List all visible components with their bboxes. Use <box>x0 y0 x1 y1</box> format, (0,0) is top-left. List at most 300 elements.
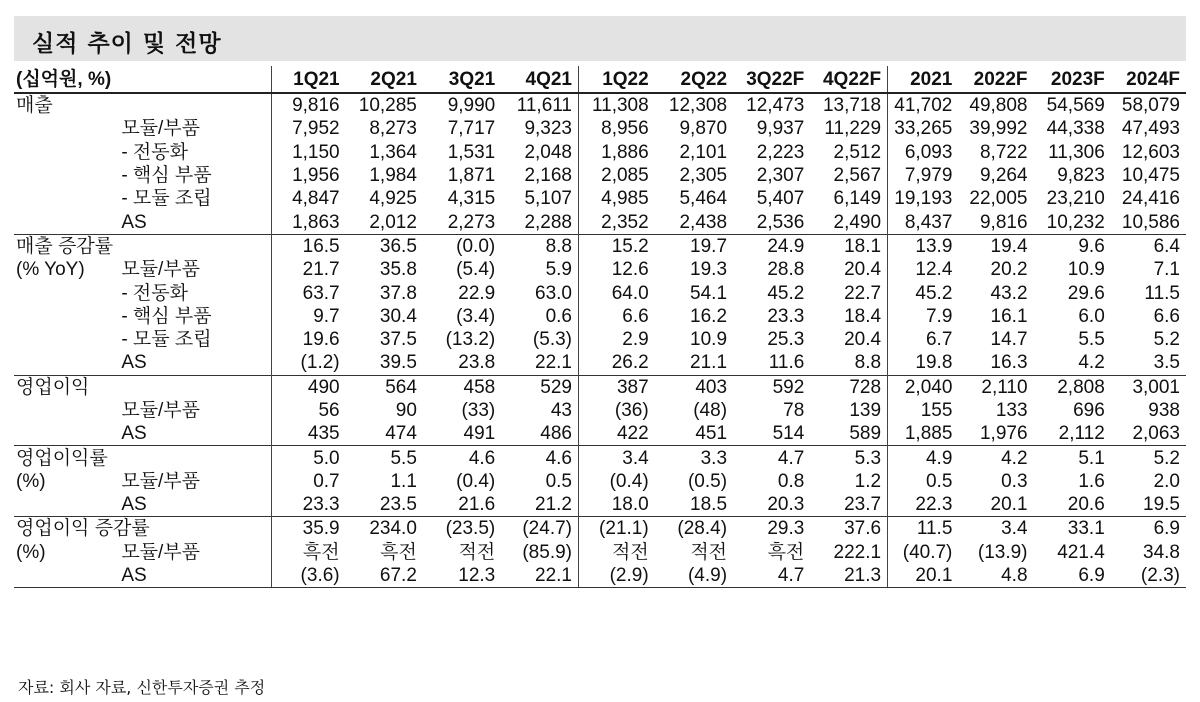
table-cell: 6.7 <box>888 328 959 351</box>
row-sublabel: AS <box>121 564 271 588</box>
table-cell: 3.5 <box>1153 352 1180 374</box>
table-cell: 2,012 <box>369 211 417 233</box>
table-cell: 63.0 <box>535 282 572 304</box>
table-row <box>14 258 1186 281</box>
table-cell: 9,937 <box>756 118 805 140</box>
table-cell: 21.7 <box>272 258 346 281</box>
table-cell: 흑전 <box>767 541 805 563</box>
table-cell: 2,352 <box>579 210 655 234</box>
row-label <box>14 281 121 304</box>
title-bar <box>14 16 1186 61</box>
table-cell: 37.5 <box>379 329 417 351</box>
table-cell: 8,722 <box>979 141 1028 163</box>
table-cell: 5.2 <box>1153 329 1180 351</box>
table-cell: 20.1 <box>990 494 1028 516</box>
table-cell: 1.2 <box>854 470 882 492</box>
table-cell: 흑전 <box>380 541 417 563</box>
row-sublabel: 모듈/부품 <box>121 400 201 421</box>
row-sublabel: - 핵심 부품 <box>121 165 212 187</box>
table-cell: 3,001 <box>1111 375 1186 399</box>
table-cell: 2,040 <box>888 375 959 399</box>
table-cell: (2.9) <box>579 564 655 588</box>
table-cell: 18.5 <box>690 494 728 516</box>
table-cell: 23.8 <box>458 352 496 374</box>
column-header: 4Q22F <box>810 66 887 93</box>
table-cell: 2,048 <box>524 141 572 163</box>
row-label <box>14 564 121 588</box>
row-sublabel: AS <box>121 211 147 233</box>
table-cell: 403 <box>655 375 733 399</box>
table-cell: 5.3 <box>810 446 887 470</box>
table-cell: 11,611 <box>516 95 572 117</box>
row-sublabel: AS <box>121 352 147 374</box>
table-cell: 491 <box>463 423 496 445</box>
table-cell: 12,473 <box>746 95 805 117</box>
table-cell: 90 <box>395 400 417 421</box>
table-cell: 19.4 <box>958 234 1033 258</box>
column-header: 2023F <box>1034 66 1111 93</box>
table-cell: 22.1 <box>535 352 572 374</box>
table-cell: 23.3 <box>272 493 346 517</box>
row-sublabel: 모듈/부품 <box>121 259 201 281</box>
table-cell: 4,925 <box>369 188 417 210</box>
table-cell: 1.1 <box>390 470 417 492</box>
table-cell: (13.2) <box>445 329 496 351</box>
source-note: 자료: 회사 자료, 신한투자증권 추정 <box>18 678 266 697</box>
table-cell: 1,863 <box>272 210 346 234</box>
table-cell: 8.8 <box>854 352 882 374</box>
table-cell: 2,110 <box>958 375 1033 399</box>
table-cell: 54.1 <box>690 282 728 304</box>
table-cell: 적전 <box>458 541 496 563</box>
table-cell: 2.9 <box>579 328 655 351</box>
table-cell: 39,992 <box>969 118 1028 140</box>
table-cell: 0.5 <box>545 470 572 492</box>
row-sublabel <box>121 234 271 258</box>
table-cell: 2,112 <box>1058 423 1105 445</box>
table-cell: 54,569 <box>1046 95 1105 117</box>
table-cell: 21.3 <box>810 564 887 588</box>
row-label <box>14 422 121 446</box>
table-row <box>14 328 1186 351</box>
table-cell: (0.4) <box>579 470 655 493</box>
table-cell: 4.7 <box>733 446 810 470</box>
table-cell: 8,956 <box>579 117 655 140</box>
table-cell: 529 <box>501 375 578 399</box>
page-title: 실적 추이 및 전망 <box>32 31 222 57</box>
table-cell: 0.7 <box>272 470 346 493</box>
table-cell: 30.4 <box>379 305 417 327</box>
table-cell: 28.8 <box>767 259 805 281</box>
table-cell: 4.2 <box>1078 352 1105 374</box>
table-cell: 728 <box>810 375 887 399</box>
row-label <box>14 141 121 164</box>
table-cell: 938 <box>1148 400 1180 421</box>
table-cell: 22.3 <box>888 493 959 517</box>
row-label <box>14 187 121 210</box>
table-cell: (1.2) <box>272 351 346 375</box>
table-cell: 6.9 <box>1111 517 1186 541</box>
table-cell: 13.9 <box>888 234 959 258</box>
table-cell: 9,870 <box>679 118 728 140</box>
table-cell: 6.6 <box>579 305 655 328</box>
table-cell: 43.2 <box>990 282 1028 304</box>
table-row <box>14 351 1186 375</box>
financial-table <box>14 66 1186 588</box>
table-cell: 11.5 <box>888 517 959 541</box>
table-cell: 6.9 <box>1034 564 1111 588</box>
column-header: 2024F <box>1111 66 1186 93</box>
row-sublabel: 모듈/부품 <box>121 470 201 492</box>
table-cell: 458 <box>423 375 501 399</box>
table-cell: 25.3 <box>767 329 805 351</box>
table-cell: 44,338 <box>1046 118 1105 140</box>
table-cell: 12,308 <box>668 95 728 117</box>
table-cell: 222.1 <box>833 541 882 563</box>
row-label: (%) <box>16 541 46 563</box>
table-cell: (36) <box>579 399 655 422</box>
table-cell: 23.7 <box>844 494 882 516</box>
table-body <box>14 93 1186 588</box>
table-cell: 10,285 <box>358 95 417 117</box>
table-cell: (85.9) <box>522 541 572 563</box>
table-cell: 5.9 <box>545 259 572 281</box>
table-cell: 16.3 <box>990 352 1028 374</box>
table-cell: 16.1 <box>990 305 1028 327</box>
table-cell: 589 <box>849 423 882 445</box>
row-label: 매출 증감률 <box>14 234 121 258</box>
row-label: (%) <box>16 470 46 492</box>
table-cell: 5,107 <box>524 188 572 210</box>
table-cell: 7,717 <box>447 118 496 140</box>
table-cell: 적전 <box>690 541 728 563</box>
table-cell: 19.7 <box>655 234 733 258</box>
row-label <box>14 164 121 187</box>
table-cell: 7.9 <box>888 305 959 328</box>
unit-label: (십억원, %) <box>14 66 272 93</box>
table-cell: 33.1 <box>1034 517 1111 541</box>
table-cell: 6.4 <box>1111 234 1186 258</box>
table-cell: 22.9 <box>458 282 496 304</box>
table-cell: 4.8 <box>958 564 1033 588</box>
table-cell: 2,168 <box>524 165 572 187</box>
table-cell: (3.4) <box>456 305 496 327</box>
table-cell: 19.3 <box>690 259 728 281</box>
table-cell: 3.4 <box>958 517 1033 541</box>
table-cell: 2,438 <box>679 211 728 233</box>
table-cell: 20.6 <box>1067 494 1105 516</box>
table-cell: 9,323 <box>524 118 572 140</box>
table-cell: 387 <box>579 375 655 399</box>
table-cell: 8,273 <box>369 118 417 140</box>
table-cell: 24.9 <box>733 234 810 258</box>
table-row <box>14 422 1186 446</box>
table-cell: 10,232 <box>1046 211 1105 233</box>
row-sublabel: 모듈/부품 <box>121 541 201 563</box>
table-cell: 139 <box>849 400 882 421</box>
row-sublabel: AS <box>121 423 147 445</box>
table-cell: (0.5) <box>687 470 728 492</box>
table-cell: 11,306 <box>1048 141 1105 163</box>
table-cell: 45.2 <box>888 281 959 304</box>
table-cell: 5.0 <box>272 446 346 470</box>
table-cell: 2,307 <box>756 165 805 187</box>
table-cell: 1,150 <box>272 141 346 164</box>
table-cell: 564 <box>346 375 423 399</box>
table-cell: 2,273 <box>447 211 496 233</box>
table-cell: 2.0 <box>1153 470 1180 492</box>
row-label <box>14 117 121 140</box>
table-cell: 12.6 <box>579 258 655 281</box>
row-sublabel: 모듈/부품 <box>121 118 201 140</box>
table-cell: 2,490 <box>833 211 882 233</box>
table-cell: 1,886 <box>579 141 655 164</box>
table-cell: 133 <box>995 400 1028 421</box>
row-label <box>14 210 121 234</box>
table-cell: 8.8 <box>501 234 578 258</box>
table-row <box>14 564 1186 588</box>
table-cell: 19.5 <box>1143 494 1180 516</box>
table-cell: 234.0 <box>346 517 423 541</box>
table-cell: 18.4 <box>844 305 882 327</box>
table-cell: 20.3 <box>767 494 805 516</box>
table-cell: 1,531 <box>447 141 496 163</box>
table-cell: 5.5 <box>346 446 423 470</box>
table-cell: 56 <box>272 399 346 422</box>
row-label <box>14 399 121 422</box>
table-cell: 14.7 <box>990 329 1028 351</box>
table-cell: 4.7 <box>733 564 810 588</box>
row-label: 영업이익 <box>14 375 121 399</box>
row-sublabel <box>121 93 271 117</box>
table-cell: 20.4 <box>844 329 882 351</box>
table-cell: 490 <box>272 375 346 399</box>
table-cell: 11.5 <box>1144 282 1180 304</box>
table-cell: (5.3) <box>532 329 572 351</box>
table-cell: 16.5 <box>272 234 346 258</box>
row-label <box>14 351 121 375</box>
table-cell: 37.8 <box>379 282 417 304</box>
table-cell: (2.3) <box>1111 564 1186 588</box>
table-cell: 9,264 <box>979 165 1028 187</box>
table-cell: 4,985 <box>579 187 655 210</box>
table-cell: 2,536 <box>756 211 805 233</box>
table-row <box>14 93 1186 117</box>
row-label: 영업이익 증감률 <box>16 518 150 540</box>
table-cell: 4.9 <box>888 446 959 470</box>
table-cell: 2,808 <box>1034 375 1111 399</box>
table-cell: 2,512 <box>833 141 882 163</box>
table-cell: 2,223 <box>756 141 805 163</box>
column-header: 1Q21 <box>272 66 346 93</box>
table-cell: (21.1) <box>579 517 655 541</box>
row-label: 영업이익률 <box>14 446 121 470</box>
table-cell: 4,315 <box>447 188 496 210</box>
table-row <box>14 164 1186 187</box>
table-row <box>14 446 1186 470</box>
row-sublabel <box>121 446 271 470</box>
table-row <box>14 141 1186 164</box>
table-cell: 696 <box>1073 400 1105 421</box>
table-cell: 12.4 <box>888 258 959 281</box>
table-cell: 22,005 <box>969 188 1028 210</box>
table-cell: (24.7) <box>501 517 578 541</box>
table-cell: 45.2 <box>767 282 805 304</box>
row-sublabel: - 모듈 조립 <box>121 329 212 351</box>
table-cell: 6,093 <box>888 141 959 164</box>
table-cell: (5.4) <box>456 259 496 281</box>
table-cell: 592 <box>733 375 810 399</box>
table-cell: 3.4 <box>579 446 655 470</box>
table-cell: 24,416 <box>1121 188 1180 210</box>
table-cell: (4.9) <box>655 564 733 588</box>
table-cell: 8,437 <box>888 210 959 234</box>
table-row <box>14 541 1186 564</box>
table-cell: 6.6 <box>1153 305 1180 327</box>
table-cell: 58,079 <box>1121 95 1180 117</box>
table-cell: 1,976 <box>979 423 1028 445</box>
table-cell: 486 <box>540 423 572 445</box>
table-cell: (13.9) <box>977 541 1028 563</box>
row-label: (% YoY) <box>16 259 85 281</box>
column-header: 4Q21 <box>501 66 578 93</box>
column-header: 3Q22F <box>733 66 810 93</box>
table-cell: (0.0) <box>423 234 501 258</box>
table-cell: 4.6 <box>501 446 578 470</box>
table-cell: 34.8 <box>1143 541 1180 563</box>
table-cell: 19,193 <box>888 187 959 210</box>
table-cell: 9,990 <box>447 95 496 117</box>
table-cell: 11,229 <box>824 118 882 140</box>
table-cell: 474 <box>385 423 417 445</box>
table-cell: 6,149 <box>833 188 882 210</box>
table-cell: 2,288 <box>524 211 572 233</box>
column-header: 2021 <box>888 66 959 93</box>
table-cell: 1,984 <box>369 165 417 187</box>
table-cell: 9.6 <box>1034 234 1111 258</box>
table-cell: 13,718 <box>822 95 882 117</box>
table-cell: 23,210 <box>1046 188 1105 210</box>
table-cell: 7.1 <box>1153 259 1180 281</box>
table-cell: 0.8 <box>777 470 805 492</box>
row-label <box>14 328 121 351</box>
table-cell: 26.2 <box>579 351 655 375</box>
row-sublabel: - 전동화 <box>121 141 188 163</box>
table-row <box>14 305 1186 328</box>
table-cell: 2,567 <box>833 165 882 187</box>
table-cell: 16.2 <box>690 305 728 327</box>
table-cell: 19.6 <box>272 328 346 351</box>
table-cell: (23.5) <box>423 517 501 541</box>
table-cell: 78 <box>783 400 805 421</box>
table-cell: 9,823 <box>1057 165 1105 187</box>
table-row <box>14 375 1186 399</box>
row-sublabel: AS <box>121 494 147 516</box>
table-cell: 5.1 <box>1034 446 1111 470</box>
table-cell: 10.9 <box>690 329 728 351</box>
table-cell: 21.1 <box>690 352 728 374</box>
table-cell: 5.5 <box>1078 329 1105 351</box>
table-cell: 20.1 <box>888 564 959 588</box>
table-cell: 2,305 <box>679 165 728 187</box>
table-cell: 155 <box>888 399 959 422</box>
table-cell: 10,475 <box>1121 165 1180 187</box>
table-cell: 12,603 <box>1121 141 1180 163</box>
table-cell: 21.2 <box>535 494 572 516</box>
table-cell: 422 <box>579 422 655 446</box>
table-row <box>14 187 1186 210</box>
table-cell: 20.4 <box>844 259 882 281</box>
table-cell: 22.1 <box>501 564 578 588</box>
table-cell: 3.3 <box>655 446 733 470</box>
table-cell: 5.2 <box>1111 446 1186 470</box>
table-cell: 63.7 <box>272 281 346 304</box>
row-sublabel: - 모듈 조립 <box>121 188 212 210</box>
table-cell: 12.3 <box>423 564 501 588</box>
table-cell: 9,816 <box>979 211 1028 233</box>
table-cell: 435 <box>272 422 346 446</box>
row-sublabel <box>121 375 271 399</box>
row-sublabel: - 전동화 <box>121 282 188 304</box>
table-cell: 15.2 <box>579 234 655 258</box>
table-cell: 19.8 <box>888 351 959 375</box>
table-cell: 0.6 <box>545 305 572 327</box>
table-cell: 421.4 <box>1057 541 1105 563</box>
table-cell: (3.6) <box>272 564 346 588</box>
table-cell: 18.1 <box>810 234 887 258</box>
table-cell: 64.0 <box>579 281 655 304</box>
table-cell: 7,952 <box>272 117 346 140</box>
row-sublabel: - 핵심 부품 <box>121 305 212 327</box>
table-cell: 5,407 <box>756 188 805 210</box>
header-row <box>14 66 1186 93</box>
table-cell: 1.6 <box>1078 470 1105 492</box>
table-cell: 23.3 <box>767 305 805 327</box>
table-cell: 39.5 <box>379 352 417 374</box>
table-cell: 11.6 <box>768 352 805 374</box>
table-cell: 20.2 <box>990 259 1028 281</box>
table-row <box>14 399 1186 422</box>
table-cell: (28.4) <box>655 517 733 541</box>
table-cell: 29.6 <box>1067 282 1105 304</box>
table-cell: 적전 <box>579 541 655 564</box>
table-cell: 2,085 <box>579 164 655 187</box>
table-cell: 43 <box>550 400 572 421</box>
table-cell: 흑전 <box>272 541 346 564</box>
table-cell: 5,464 <box>679 188 728 210</box>
table-row <box>14 281 1186 304</box>
table-row <box>14 517 1186 541</box>
column-header: 3Q21 <box>423 66 501 93</box>
column-header: 1Q22 <box>579 66 655 93</box>
table-cell: 22.7 <box>844 282 882 304</box>
table-cell: 451 <box>695 423 728 445</box>
table-row <box>14 493 1186 517</box>
table-cell: 4.2 <box>958 446 1033 470</box>
table-cell: 1,364 <box>369 141 417 163</box>
table-cell: 33,265 <box>888 117 959 140</box>
table-cell: 21.6 <box>458 494 496 516</box>
table-row <box>14 210 1186 234</box>
table-cell: 6.0 <box>1078 305 1105 327</box>
table-cell: (33) <box>461 400 496 421</box>
table-row <box>14 470 1186 493</box>
table-cell: 18.0 <box>579 493 655 517</box>
table-cell: 4.6 <box>423 446 501 470</box>
table-cell: 7,979 <box>888 164 959 187</box>
table-cell: 10,586 <box>1121 211 1180 233</box>
table-cell: (40.7) <box>888 541 959 564</box>
